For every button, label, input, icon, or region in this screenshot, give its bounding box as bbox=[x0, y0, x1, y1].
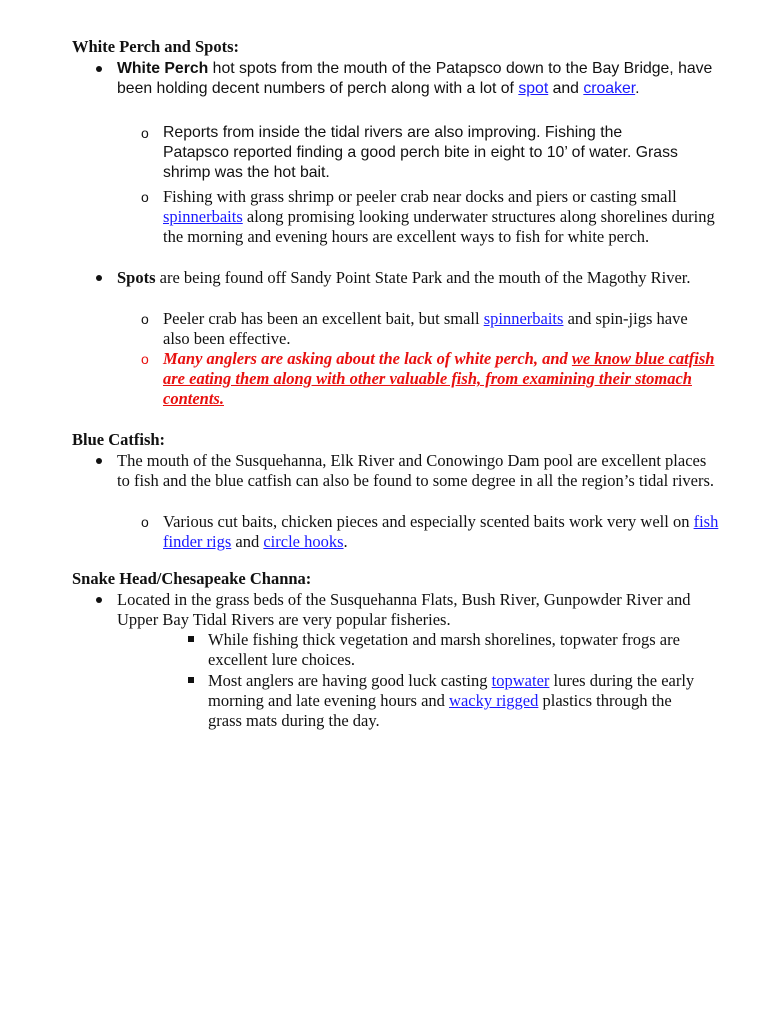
item-text: along promising looking underwater structures along shorelines during the morning and evening hours are excellent ways to fish for white perch. bbox=[163, 207, 715, 247]
link-wacky-rigged[interactable]: wacky rigged bbox=[449, 691, 539, 711]
item-text: Peeler crab has been an excellent bait, but small bbox=[163, 309, 484, 328]
sub-item-tidal-rivers-report bbox=[141, 123, 679, 184]
hollow-bullet-icon: o bbox=[141, 311, 149, 327]
item-text: Various cut baits, chicken pieces and especially scented baits work very well on bbox=[163, 512, 694, 531]
bullet-dot-icon bbox=[96, 458, 102, 464]
sub-item-grass-shrimp bbox=[141, 187, 723, 248]
sub-item-cut-baits bbox=[141, 512, 723, 552]
bullet-dot-icon bbox=[96, 275, 102, 281]
item-text: Fishing with grass shrimp or peeler crab near docks and piers or casting small bbox=[163, 187, 677, 206]
list-item-catfish-locations bbox=[117, 451, 717, 491]
item-text: Located in the grass beds of the Susquehanna Flats, Bush River, Gunpowder River and Upper Bay Tidal Rivers are very popular fisheries. bbox=[117, 590, 691, 630]
item-text: are being found off Sandy Point State Park and the mouth of the Magothy River. bbox=[155, 268, 691, 287]
item-text: . bbox=[343, 532, 348, 552]
hollow-bullet-icon: o bbox=[141, 189, 149, 205]
link-fish-finder-rigs[interactable]: fish finder rigs bbox=[163, 512, 719, 552]
item-text: While fishing thick vegetation and marsh shorelines, topwater frogs are excellent lure choices. bbox=[208, 630, 680, 670]
link-spinnerbaits[interactable]: spinnerbaits bbox=[483, 309, 564, 328]
item-text: plastics through the grass mats during the day. bbox=[208, 691, 672, 731]
item-text: The mouth of the Susquehanna, Elk River and Conowingo Dam pool are excellent places to fish and the blue catfish can also be found to some degree in all the region’s tidal rivers. bbox=[117, 451, 715, 491]
warning-text-underlined: we know blue catfish are eating them along with other valuable fish, from examining their stomach contents. bbox=[163, 349, 715, 409]
link-circle-hooks[interactable]: circle hooks bbox=[263, 532, 344, 552]
section-heading-white-perch: White Perch and Spots: bbox=[72, 37, 239, 56]
hollow-bullet-icon: o bbox=[141, 125, 149, 141]
sub-item-catfish-warning bbox=[141, 349, 718, 410]
link-croaker[interactable]: croaker bbox=[583, 80, 636, 98]
item-text: lures during the early morning and late evening hours and bbox=[208, 671, 695, 711]
bold-term-spots: Spots bbox=[117, 268, 156, 287]
hollow-bullet-icon: o bbox=[141, 514, 149, 530]
section-heading-snakehead: Snake Head/Chesapeake Channa: bbox=[72, 569, 312, 588]
sub-item-topwater-frogs bbox=[208, 630, 718, 670]
list-item-spots bbox=[117, 268, 717, 288]
item-text: Most anglers are having good luck casting bbox=[208, 671, 492, 690]
warning-text: Many anglers are asking about the lack of white perch, and bbox=[163, 349, 572, 368]
item-text: and bbox=[548, 80, 584, 98]
bold-term-white-perch: White Perch bbox=[117, 60, 209, 77]
link-spinnerbaits[interactable]: spinnerbaits bbox=[163, 207, 243, 227]
sub-item-topwater-lures bbox=[208, 671, 698, 732]
link-topwater[interactable]: topwater bbox=[491, 671, 550, 690]
bullet-dot-icon bbox=[96, 66, 102, 72]
list-item-snakehead-locations bbox=[117, 590, 717, 630]
item-text: Reports from inside the tidal rivers are also improving. Fishing the Patapsco reported finding a good perch bite in eight to 10’ of water. Grass shrimp was the hot bait. bbox=[163, 124, 678, 182]
bullet-dot-icon bbox=[96, 597, 102, 603]
item-text: and bbox=[231, 532, 264, 552]
square-bullet-icon bbox=[188, 636, 194, 642]
sub-item-peeler-crab bbox=[141, 309, 703, 349]
square-bullet-icon bbox=[188, 677, 194, 683]
link-spot[interactable]: spot bbox=[518, 80, 549, 98]
list-item-white-perch bbox=[117, 59, 717, 99]
item-text: and spin-jigs have also been effective. bbox=[163, 309, 688, 349]
section-heading-blue-catfish: Blue Catfish: bbox=[72, 430, 166, 449]
item-text: hot spots from the mouth of the Patapsco down to the Bay Bridge, have been holding decent numbers of perch along with a lot of bbox=[117, 60, 713, 98]
hollow-bullet-icon: o bbox=[141, 351, 149, 367]
item-text: . bbox=[635, 80, 640, 98]
